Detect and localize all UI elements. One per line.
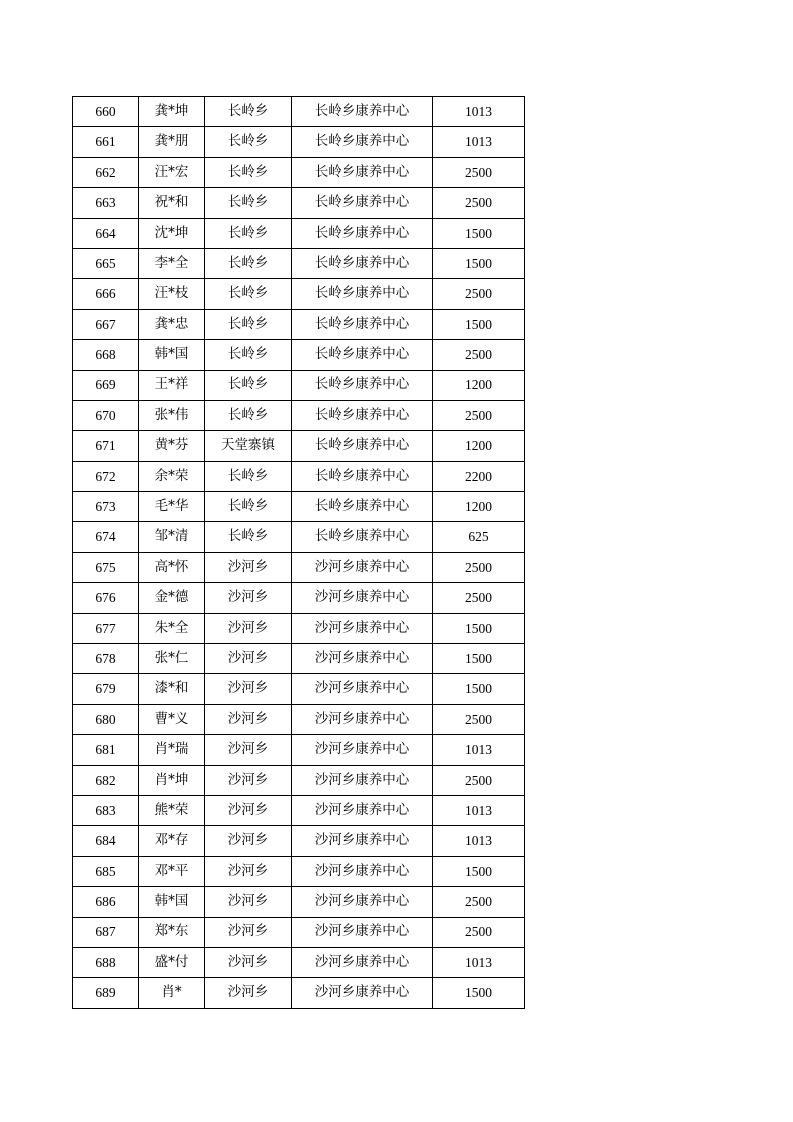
row-number-cell: 682 bbox=[73, 765, 139, 795]
row-number-cell: 666 bbox=[73, 279, 139, 309]
care-center-cell: 长岭乡康养中心 bbox=[292, 218, 433, 248]
care-center-cell: 长岭乡康养中心 bbox=[292, 127, 433, 157]
township-cell: 沙河乡 bbox=[205, 735, 292, 765]
township-cell: 长岭乡 bbox=[205, 340, 292, 370]
care-center-cell: 长岭乡康养中心 bbox=[292, 522, 433, 552]
amount-cell: 1500 bbox=[433, 674, 525, 704]
table-row bbox=[73, 279, 525, 309]
name-cell: 邹*清 bbox=[139, 522, 205, 552]
township-cell: 长岭乡 bbox=[205, 279, 292, 309]
township-cell: 长岭乡 bbox=[205, 218, 292, 248]
township-cell: 长岭乡 bbox=[205, 248, 292, 278]
care-center-cell: 沙河乡康养中心 bbox=[292, 826, 433, 856]
name-cell: 龚*坤 bbox=[139, 97, 205, 127]
amount-cell: 1013 bbox=[433, 795, 525, 825]
township-cell: 长岭乡 bbox=[205, 370, 292, 400]
row-number-cell: 669 bbox=[73, 370, 139, 400]
township-cell: 沙河乡 bbox=[205, 765, 292, 795]
table-row bbox=[73, 978, 525, 1008]
row-number-cell: 677 bbox=[73, 613, 139, 643]
row-number-cell: 662 bbox=[73, 157, 139, 187]
roster-table bbox=[72, 96, 525, 1009]
care-center-cell: 沙河乡康养中心 bbox=[292, 917, 433, 947]
township-cell: 沙河乡 bbox=[205, 917, 292, 947]
care-center-cell: 长岭乡康养中心 bbox=[292, 248, 433, 278]
table-row bbox=[73, 248, 525, 278]
table-row bbox=[73, 522, 525, 552]
amount-cell: 1500 bbox=[433, 613, 525, 643]
row-number-cell: 681 bbox=[73, 735, 139, 765]
township-cell: 沙河乡 bbox=[205, 978, 292, 1008]
care-center-cell: 沙河乡康养中心 bbox=[292, 795, 433, 825]
township-cell: 长岭乡 bbox=[205, 97, 292, 127]
table-row bbox=[73, 340, 525, 370]
row-number-cell: 660 bbox=[73, 97, 139, 127]
township-cell: 沙河乡 bbox=[205, 674, 292, 704]
care-center-cell: 长岭乡康养中心 bbox=[292, 97, 433, 127]
care-center-cell: 沙河乡康养中心 bbox=[292, 552, 433, 582]
care-center-cell: 沙河乡康养中心 bbox=[292, 978, 433, 1008]
township-cell: 长岭乡 bbox=[205, 492, 292, 522]
name-cell: 张*伟 bbox=[139, 400, 205, 430]
township-cell: 沙河乡 bbox=[205, 552, 292, 582]
row-number-cell: 673 bbox=[73, 492, 139, 522]
row-number-cell: 684 bbox=[73, 826, 139, 856]
amount-cell: 1500 bbox=[433, 218, 525, 248]
township-cell: 沙河乡 bbox=[205, 795, 292, 825]
care-center-cell: 长岭乡康养中心 bbox=[292, 461, 433, 491]
township-cell: 沙河乡 bbox=[205, 583, 292, 613]
name-cell: 高*怀 bbox=[139, 552, 205, 582]
name-cell: 韩*国 bbox=[139, 887, 205, 917]
care-center-cell: 长岭乡康养中心 bbox=[292, 309, 433, 339]
table-row bbox=[73, 97, 525, 127]
name-cell: 肖*瑞 bbox=[139, 735, 205, 765]
care-center-cell: 沙河乡康养中心 bbox=[292, 856, 433, 886]
care-center-cell: 沙河乡康养中心 bbox=[292, 947, 433, 977]
name-cell: 朱*全 bbox=[139, 613, 205, 643]
row-number-cell: 674 bbox=[73, 522, 139, 552]
table-row bbox=[73, 765, 525, 795]
township-cell: 长岭乡 bbox=[205, 309, 292, 339]
table-row bbox=[73, 431, 525, 461]
amount-cell: 2500 bbox=[433, 917, 525, 947]
row-number-cell: 676 bbox=[73, 583, 139, 613]
name-cell: 肖* bbox=[139, 978, 205, 1008]
care-center-cell: 沙河乡康养中心 bbox=[292, 765, 433, 795]
table-row bbox=[73, 127, 525, 157]
amount-cell: 1500 bbox=[433, 856, 525, 886]
amount-cell: 1013 bbox=[433, 826, 525, 856]
row-number-cell: 687 bbox=[73, 917, 139, 947]
roster-body bbox=[73, 97, 525, 1009]
township-cell: 沙河乡 bbox=[205, 947, 292, 977]
amount-cell: 2500 bbox=[433, 188, 525, 218]
row-number-cell: 678 bbox=[73, 644, 139, 674]
township-cell: 长岭乡 bbox=[205, 188, 292, 218]
township-cell: 长岭乡 bbox=[205, 522, 292, 552]
township-cell: 长岭乡 bbox=[205, 461, 292, 491]
care-center-cell: 长岭乡康养中心 bbox=[292, 157, 433, 187]
amount-cell: 2500 bbox=[433, 765, 525, 795]
row-number-cell: 665 bbox=[73, 248, 139, 278]
name-cell: 余*荣 bbox=[139, 461, 205, 491]
row-number-cell: 689 bbox=[73, 978, 139, 1008]
amount-cell: 1200 bbox=[433, 431, 525, 461]
amount-cell: 1500 bbox=[433, 644, 525, 674]
amount-cell: 1013 bbox=[433, 127, 525, 157]
township-cell: 沙河乡 bbox=[205, 644, 292, 674]
name-cell: 沈*坤 bbox=[139, 218, 205, 248]
amount-cell: 1200 bbox=[433, 370, 525, 400]
care-center-cell: 沙河乡康养中心 bbox=[292, 644, 433, 674]
name-cell: 毛*华 bbox=[139, 492, 205, 522]
name-cell: 王*祥 bbox=[139, 370, 205, 400]
township-cell: 沙河乡 bbox=[205, 613, 292, 643]
township-cell: 沙河乡 bbox=[205, 887, 292, 917]
amount-cell: 2500 bbox=[433, 552, 525, 582]
name-cell: 邓*平 bbox=[139, 856, 205, 886]
row-number-cell: 675 bbox=[73, 552, 139, 582]
care-center-cell: 长岭乡康养中心 bbox=[292, 431, 433, 461]
row-number-cell: 667 bbox=[73, 309, 139, 339]
name-cell: 李*全 bbox=[139, 248, 205, 278]
care-center-cell: 长岭乡康养中心 bbox=[292, 340, 433, 370]
amount-cell: 1013 bbox=[433, 947, 525, 977]
township-cell: 沙河乡 bbox=[205, 856, 292, 886]
amount-cell: 1200 bbox=[433, 492, 525, 522]
care-center-cell: 沙河乡康养中心 bbox=[292, 704, 433, 734]
amount-cell: 2500 bbox=[433, 157, 525, 187]
name-cell: 汪*宏 bbox=[139, 157, 205, 187]
amount-cell: 2200 bbox=[433, 461, 525, 491]
table-row bbox=[73, 947, 525, 977]
table-row bbox=[73, 613, 525, 643]
row-number-cell: 661 bbox=[73, 127, 139, 157]
care-center-cell: 沙河乡康养中心 bbox=[292, 735, 433, 765]
amount-cell: 1500 bbox=[433, 978, 525, 1008]
row-number-cell: 672 bbox=[73, 461, 139, 491]
amount-cell: 2500 bbox=[433, 887, 525, 917]
name-cell: 龚*朋 bbox=[139, 127, 205, 157]
row-number-cell: 683 bbox=[73, 795, 139, 825]
township-cell: 长岭乡 bbox=[205, 127, 292, 157]
table-row bbox=[73, 309, 525, 339]
table-row bbox=[73, 826, 525, 856]
table-row bbox=[73, 157, 525, 187]
table-row bbox=[73, 887, 525, 917]
table-row bbox=[73, 644, 525, 674]
row-number-cell: 679 bbox=[73, 674, 139, 704]
name-cell: 邓*存 bbox=[139, 826, 205, 856]
row-number-cell: 668 bbox=[73, 340, 139, 370]
row-number-cell: 685 bbox=[73, 856, 139, 886]
table-row bbox=[73, 461, 525, 491]
table-row bbox=[73, 218, 525, 248]
care-center-cell: 长岭乡康养中心 bbox=[292, 279, 433, 309]
name-cell: 黄*芬 bbox=[139, 431, 205, 461]
amount-cell: 2500 bbox=[433, 340, 525, 370]
amount-cell: 2500 bbox=[433, 583, 525, 613]
township-cell: 天堂寨镇 bbox=[205, 431, 292, 461]
row-number-cell: 680 bbox=[73, 704, 139, 734]
amount-cell: 2500 bbox=[433, 704, 525, 734]
table-row bbox=[73, 583, 525, 613]
name-cell: 盛*付 bbox=[139, 947, 205, 977]
name-cell: 熊*荣 bbox=[139, 795, 205, 825]
table-row bbox=[73, 704, 525, 734]
table-row bbox=[73, 188, 525, 218]
care-center-cell: 长岭乡康养中心 bbox=[292, 188, 433, 218]
care-center-cell: 长岭乡康养中心 bbox=[292, 400, 433, 430]
table-row bbox=[73, 400, 525, 430]
amount-cell: 1500 bbox=[433, 248, 525, 278]
table-row bbox=[73, 370, 525, 400]
township-cell: 长岭乡 bbox=[205, 400, 292, 430]
township-cell: 沙河乡 bbox=[205, 704, 292, 734]
row-number-cell: 686 bbox=[73, 887, 139, 917]
row-number-cell: 663 bbox=[73, 188, 139, 218]
name-cell: 汪*枝 bbox=[139, 279, 205, 309]
table-row bbox=[73, 552, 525, 582]
care-center-cell: 长岭乡康养中心 bbox=[292, 492, 433, 522]
amount-cell: 2500 bbox=[433, 400, 525, 430]
amount-cell: 1013 bbox=[433, 735, 525, 765]
row-number-cell: 670 bbox=[73, 400, 139, 430]
care-center-cell: 沙河乡康养中心 bbox=[292, 613, 433, 643]
name-cell: 金*德 bbox=[139, 583, 205, 613]
table-row bbox=[73, 856, 525, 886]
name-cell: 龚*忠 bbox=[139, 309, 205, 339]
care-center-cell: 沙河乡康养中心 bbox=[292, 583, 433, 613]
amount-cell: 1013 bbox=[433, 97, 525, 127]
township-cell: 沙河乡 bbox=[205, 826, 292, 856]
name-cell: 曹*义 bbox=[139, 704, 205, 734]
table-row bbox=[73, 735, 525, 765]
name-cell: 祝*和 bbox=[139, 188, 205, 218]
name-cell: 郑*东 bbox=[139, 917, 205, 947]
care-center-cell: 沙河乡康养中心 bbox=[292, 674, 433, 704]
amount-cell: 1500 bbox=[433, 309, 525, 339]
care-center-cell: 沙河乡康养中心 bbox=[292, 887, 433, 917]
name-cell: 韩*国 bbox=[139, 340, 205, 370]
township-cell: 长岭乡 bbox=[205, 157, 292, 187]
table-row bbox=[73, 674, 525, 704]
name-cell: 肖*坤 bbox=[139, 765, 205, 795]
table-row bbox=[73, 795, 525, 825]
amount-cell: 2500 bbox=[433, 279, 525, 309]
table-row bbox=[73, 492, 525, 522]
row-number-cell: 671 bbox=[73, 431, 139, 461]
name-cell: 漆*和 bbox=[139, 674, 205, 704]
name-cell: 张*仁 bbox=[139, 644, 205, 674]
care-center-cell: 长岭乡康养中心 bbox=[292, 370, 433, 400]
row-number-cell: 664 bbox=[73, 218, 139, 248]
row-number-cell: 688 bbox=[73, 947, 139, 977]
amount-cell: 625 bbox=[433, 522, 525, 552]
table-row bbox=[73, 917, 525, 947]
